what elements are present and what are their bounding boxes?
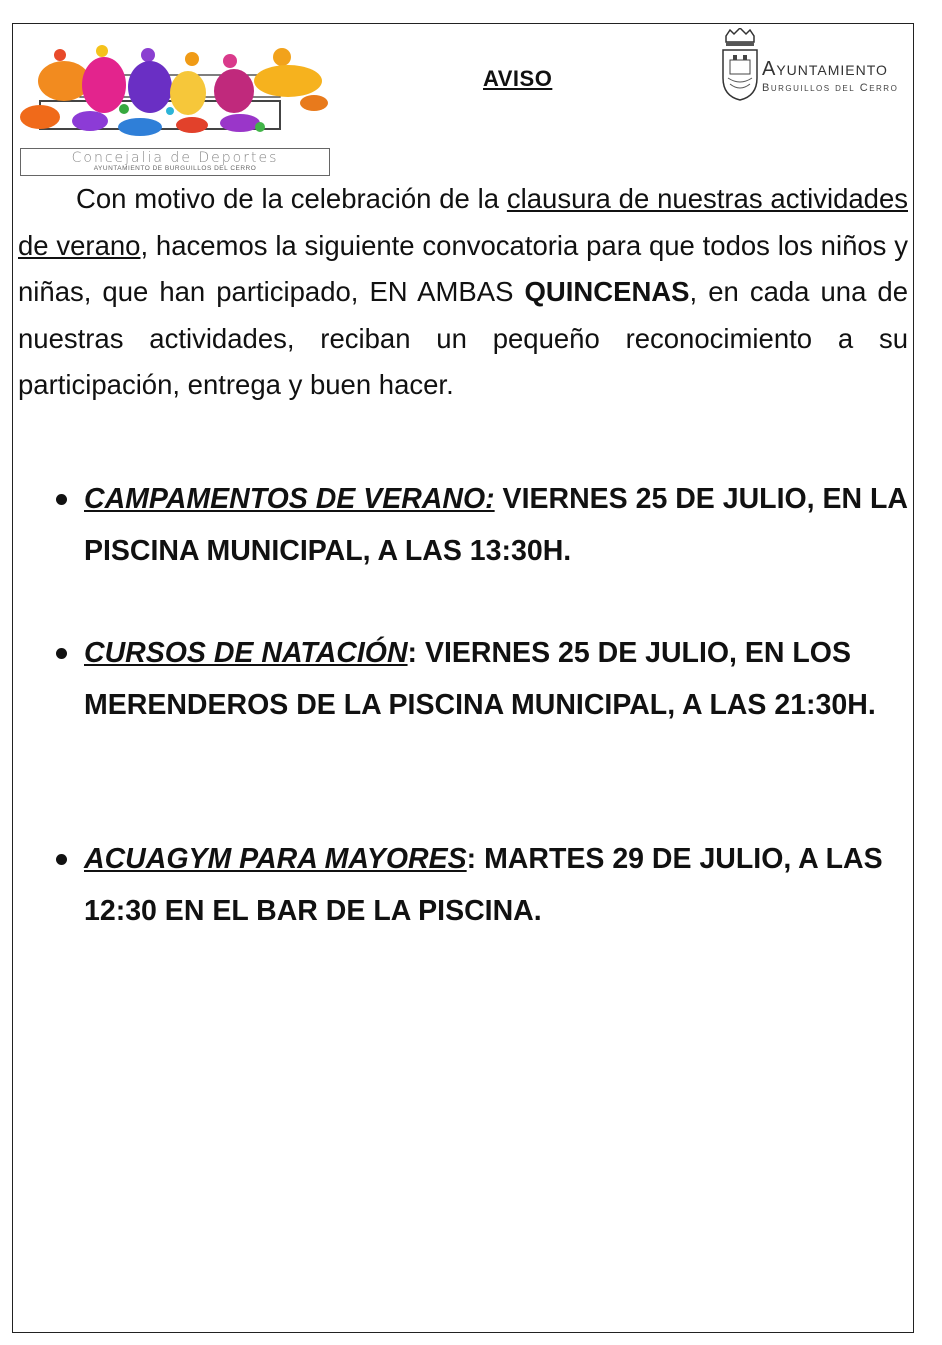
bullet-icon bbox=[56, 494, 67, 505]
list-item-text: VIERNES 25 DE JULIO, EN LA PISCINA MUNICIPAL, A LAS 13:30H. bbox=[84, 483, 907, 567]
paragraph-underlined-text: clausura de nuestras actividades de verano bbox=[18, 183, 908, 261]
sports-figures-icon bbox=[20, 45, 332, 145]
paragraph-text-1: Con motivo de la celebración de la bbox=[76, 183, 507, 214]
list-item-heading: CURSOS DE NATACIÓN bbox=[84, 637, 408, 669]
ayuntamiento-logo bbox=[720, 28, 910, 104]
paragraph-bold-text: QUINCENAS bbox=[524, 276, 690, 307]
page-title: AVISO bbox=[483, 66, 553, 91]
bullet-icon bbox=[56, 648, 67, 659]
list-item-text: : MARTES 29 DE JULIO, A LAS 12:30 EN EL BAR DE LA PISCINA. bbox=[84, 843, 883, 927]
concejalia-deportes-logo bbox=[20, 45, 332, 177]
paragraph-text-3: , en cada una de nuestras actividades, reciban un pequeño reconocimiento a su participación, entrega y buen hacer. bbox=[18, 276, 908, 400]
list-item-heading: ACUAGYM PARA MAYORES bbox=[84, 843, 467, 875]
logo-subcaption: AYUNTAMIENTO DE BURGUILLOS DEL CERRO bbox=[93, 165, 257, 172]
logo-caption: Concejalia de Deportes bbox=[71, 150, 279, 166]
list-item bbox=[56, 834, 924, 937]
paragraph-text-2: , hacemos la siguiente convocatoria para que todos los niños y niñas, que han participado, EN AMBAS bbox=[18, 229, 908, 307]
list-item bbox=[56, 474, 924, 577]
list-item-text: : VIERNES 25 DE JULIO, EN LOS MERENDEROS DE LA PISCINA MUNICIPAL, A LAS 21:30H. bbox=[84, 637, 876, 721]
coat-of-arms-icon bbox=[720, 28, 760, 102]
list-item bbox=[56, 628, 924, 731]
list-item-heading: CAMPAMENTOS DE VERANO: bbox=[84, 483, 495, 515]
ayuntamiento-name: Ayuntamiento bbox=[762, 58, 888, 80]
logo-caption-box bbox=[20, 148, 330, 176]
ayuntamiento-subname: Burguillos del Cerro bbox=[762, 82, 899, 94]
bullet-icon bbox=[56, 854, 67, 865]
intro-paragraph bbox=[18, 176, 908, 409]
